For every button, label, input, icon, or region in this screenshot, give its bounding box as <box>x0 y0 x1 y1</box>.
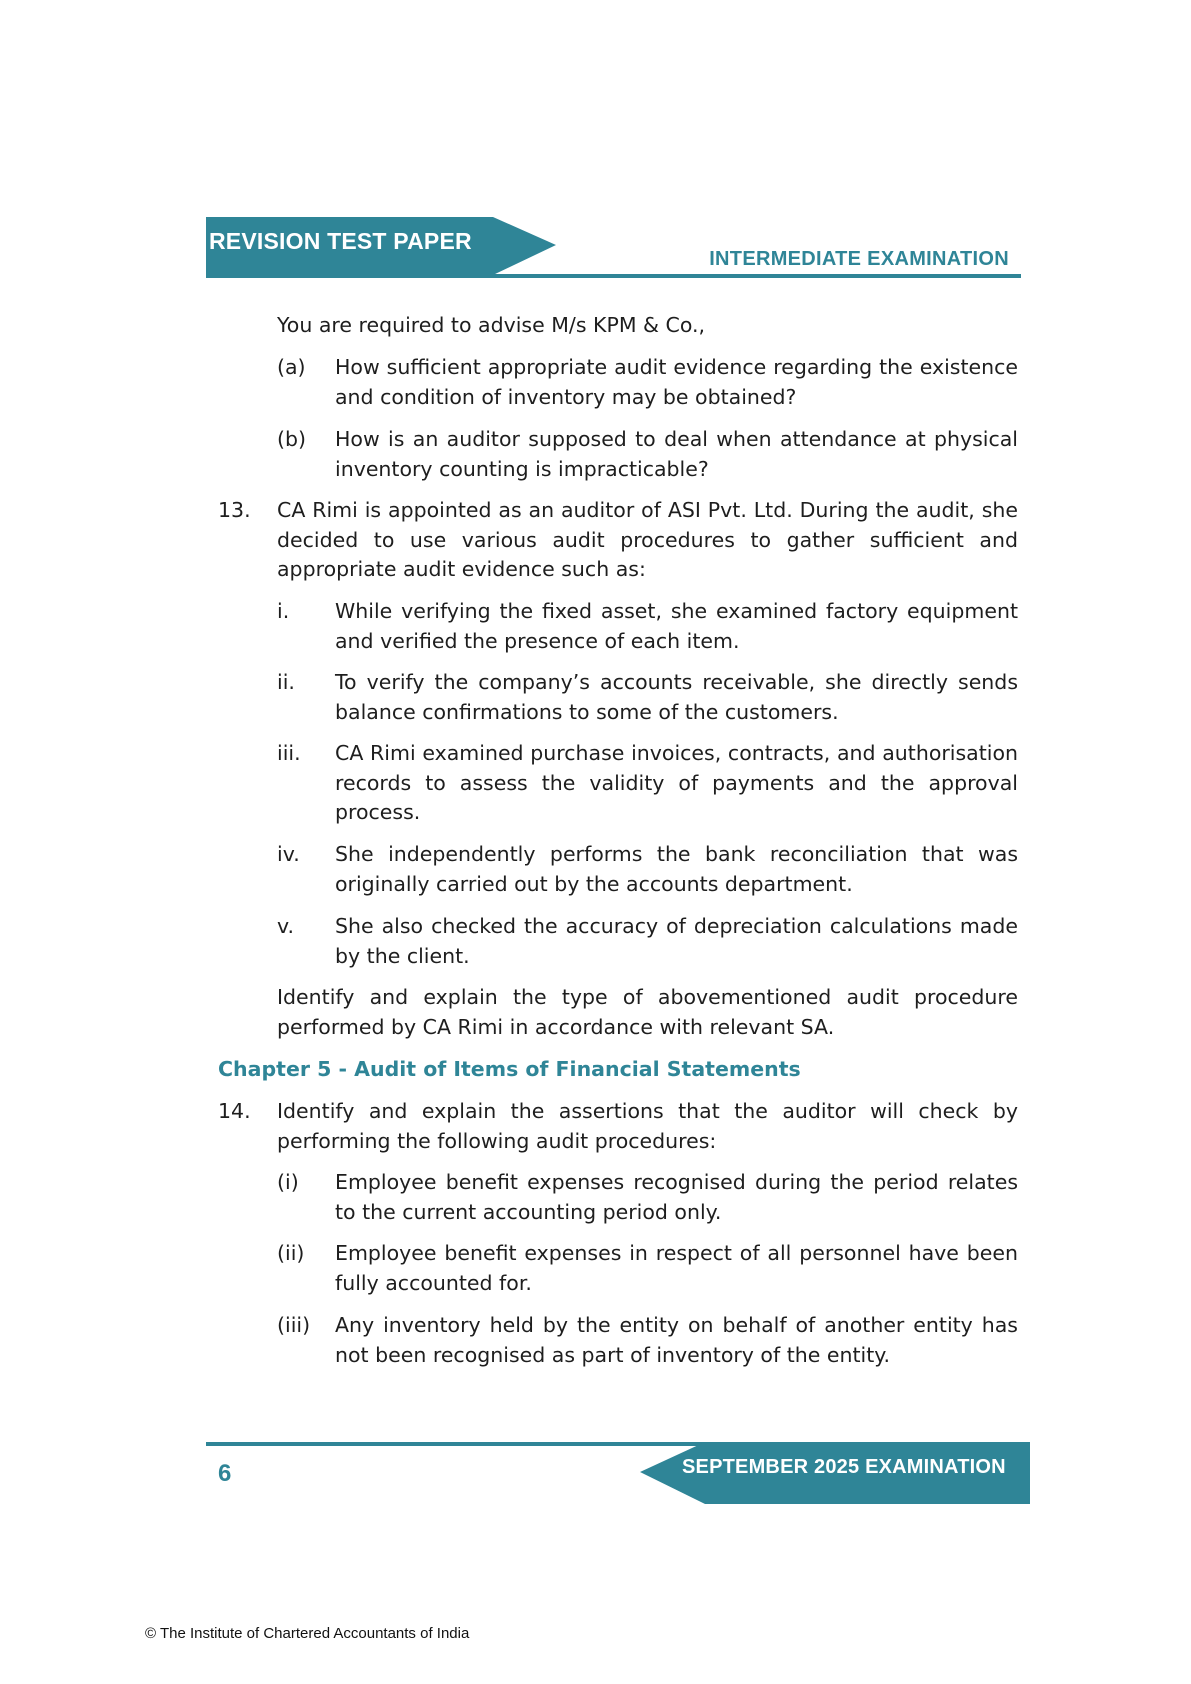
footer-exam-label: SEPTEMBER 2025 EXAMINATION <box>682 1456 1006 1478</box>
q13-item-text: CA Rimi examined purchase invoices, contracts, and authorisation records to assess the validity of payments and the approval process. <box>335 741 1018 824</box>
intro-item-text: How is an auditor supposed to deal when attendance at physical inventory counting is impracticable? <box>335 427 1018 481</box>
q14-item-text: Employee benefit expenses recognised during the period relates to the current accounting period only. <box>335 1170 1018 1224</box>
chapter-heading: Chapter 5 - Audit of Items of Financial Statements <box>218 1057 801 1081</box>
header-right-label: INTERMEDIATE EXAMINATION <box>709 248 1009 270</box>
q13-item-label: i. <box>277 599 290 623</box>
intro-item-text: How sufficient appropriate audit evidence regarding the existence and condition of inventory may be obtained? <box>335 355 1018 409</box>
q13-item-label: iii. <box>277 741 301 765</box>
copyright-notice: © The Institute of Chartered Accountants of India <box>145 1625 470 1642</box>
intro-item-label: (b) <box>277 427 307 451</box>
header-rule <box>206 274 1021 278</box>
q13-item-label: ii. <box>277 670 295 694</box>
q13-item-label: v. <box>277 914 295 938</box>
header-left-label: REVISION TEST PAPER <box>209 228 472 254</box>
q13-item-text: To verify the company’s accounts receivable, she directly sends balance confirmations to some of the customers. <box>335 670 1018 724</box>
question-13-closing: Identify and explain the type of abovementioned audit procedure performed by CA Rimi in accordance with relevant SA. <box>277 985 1018 1039</box>
q13-item-text: She independently performs the bank reconciliation that was originally carried out by the accounts department. <box>335 842 1018 896</box>
page-number: 6 <box>218 1460 232 1487</box>
q14-item-text: Any inventory held by the entity on behalf of another entity has not been recognised as part of inventory of the entity. <box>335 1313 1018 1367</box>
intro-text: You are required to advise M/s KPM & Co., <box>277 313 706 337</box>
q14-item-label: (ii) <box>277 1241 305 1265</box>
question-14-text: Identify and explain the assertions that the auditor will check by performing the following audit procedures: <box>277 1099 1018 1153</box>
q14-item-text: Employee benefit expenses in respect of all personnel have been fully accounted for. <box>335 1241 1018 1295</box>
question-13-text: CA Rimi is appointed as an auditor of ASI Pvt. Ltd. During the audit, she decided to use various audit procedures to gather sufficient and appropriate audit evidence such as: <box>277 498 1018 581</box>
question-13-number: 13. <box>218 498 251 522</box>
question-14-number: 14. <box>218 1099 251 1123</box>
q14-item-label: (i) <box>277 1170 299 1194</box>
q13-item-text: She also checked the accuracy of depreciation calculations made by the client. <box>335 914 1018 968</box>
q13-item-text: While verifying the fixed asset, she examined factory equipment and verified the presence of each item. <box>335 599 1018 653</box>
q13-item-label: iv. <box>277 842 300 866</box>
intro-item-label: (a) <box>277 355 306 379</box>
q14-item-label: (iii) <box>277 1313 311 1337</box>
